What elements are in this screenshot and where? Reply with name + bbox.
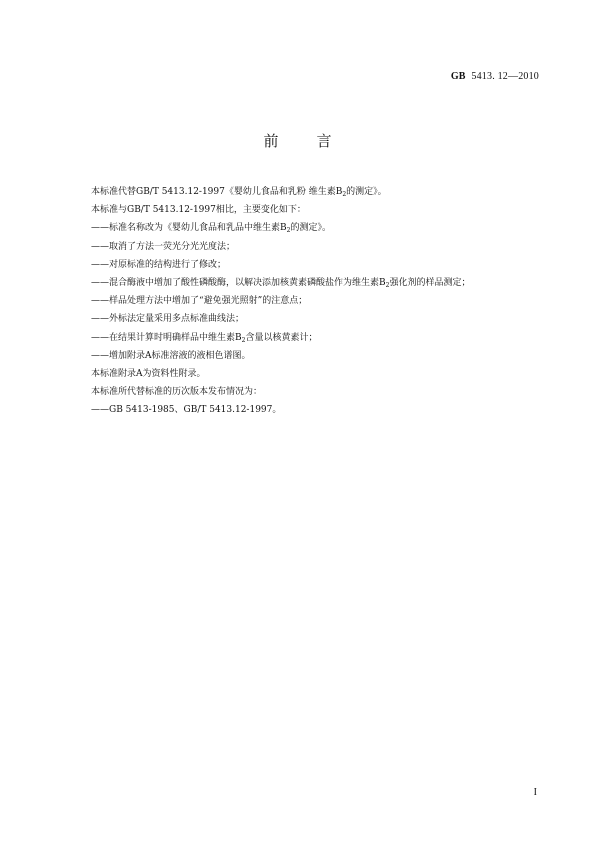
list-item: ——样品处理方法中增加了“避免强光照射”的注意点； <box>91 296 308 307</box>
title-char-2: 言 <box>316 132 332 150</box>
section-title <box>0 130 595 151</box>
standard-code <box>451 71 539 82</box>
list-item: ——外标法定量采用多点标准曲线法； <box>91 314 245 325</box>
list-item: ——标准名称改为《婴幼儿食品和乳品中维生素$B_2$的测定》。 <box>91 223 331 235</box>
list-item: ——在结果计算时明确样品中维生素$B_2$含量以核黄素计； <box>91 332 318 344</box>
title-char-1: 前 <box>263 132 279 150</box>
paragraph-line: 本标准与GB/T 5413.12-1997相比，主要变化如下： <box>91 205 306 216</box>
list-item: ——GB 5413-1985、GB/T 5413.12-1997。 <box>91 405 282 416</box>
list-item: ——混合酶液中增加了酸性磷酸酶，以解决添加核黄素磷酸盐作为维生素$B_2$强化剂的样品测定； <box>91 277 471 289</box>
list-item: ——取消了方法一荧光分光光度法； <box>91 241 236 252</box>
list-item: ——增加附录A标准溶液的液相色谱图。 <box>91 350 251 361</box>
paragraph-line: 本标准附录A为资料性附录。 <box>91 368 206 379</box>
paragraph-line: 本标准所代替标准的历次版本发布情况为： <box>91 387 263 398</box>
foreword-body <box>91 183 541 419</box>
standard-code-prefix: GB <box>450 71 466 82</box>
page-number: I <box>533 787 537 798</box>
standard-code-number: 5413. 12—2010 <box>471 71 539 82</box>
list-item: ——对原标准的结构进行了修改； <box>91 259 227 270</box>
paragraph-line: 本标准代替GB/T 5413.12-1997《婴幼儿食品和乳粉 维生素$B_2$的测定》。 <box>91 187 387 198</box>
